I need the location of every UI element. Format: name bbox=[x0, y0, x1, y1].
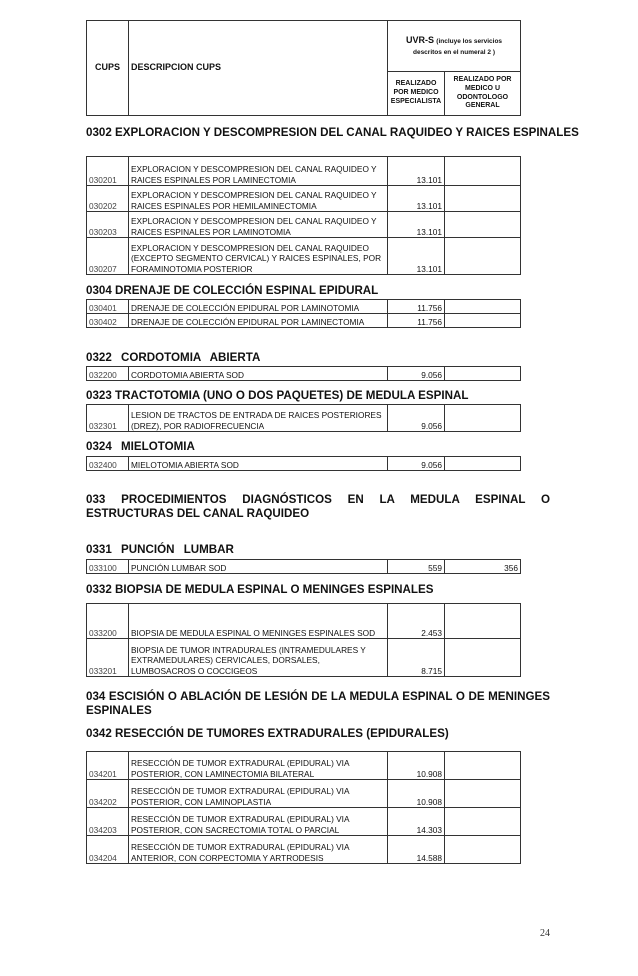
row-desc: EXPLORACION Y DESCOMPRESION DEL CANAL RAQUIDEO Y RAICES ESPINALES POR HEMILAMINECTOMIA bbox=[129, 186, 388, 212]
section-title-0332: 0332 BIOPSIA DE MEDULA ESPINAL O MENINGES ESPINALES bbox=[86, 583, 434, 596]
row-desc: BIOPSIA DE TUMOR INTRADURALES (INTRAMEDULARES Y EXTRAMEDULARES) CERVICALES, DORSALES, LUMBOSACROS O COCCIGEOS bbox=[129, 639, 388, 677]
header-table bbox=[86, 20, 521, 116]
row-desc: DRENAJE DE COLECCIÓN EPIDURAL POR LAMINOTOMIA bbox=[129, 300, 388, 314]
section-title-0323: 0323 TRACTOTOMIA (UNO O DOS PAQUETES) DE MEDULA ESPINAL bbox=[86, 389, 469, 402]
row-gen bbox=[445, 752, 521, 780]
row-code: 030202 bbox=[87, 186, 129, 212]
row-desc: PUNCIÓN LUMBAR SOD bbox=[129, 560, 388, 574]
uvr-note1: (incluye los servicios bbox=[436, 37, 503, 45]
uvr-label: UVR-S bbox=[405, 34, 434, 45]
table-row bbox=[87, 212, 521, 238]
row-desc: BIOPSIA DE MEDULA ESPINAL O MENINGES ESPINALES SOD bbox=[129, 604, 388, 639]
section-title-text: 0302 EXPLORACION Y DESCOMPRESION DEL CANAL RAQUIDEO Y RAICES ESPINALES bbox=[86, 126, 579, 139]
row-esp: 14.588 bbox=[388, 836, 445, 864]
row-code: 030207 bbox=[87, 238, 129, 275]
table-0342 bbox=[86, 751, 521, 864]
row-desc: LESION DE TRACTOS DE ENTRADA DE RAICES POSTERIORES (DREZ), POR RADIOFRECUENCIA bbox=[129, 405, 388, 432]
row-code: 030401 bbox=[87, 300, 129, 314]
table-0331 bbox=[86, 559, 521, 574]
row-esp: 13.101 bbox=[388, 212, 445, 238]
cups-header: CUPS bbox=[87, 21, 129, 116]
row-gen bbox=[445, 780, 521, 808]
uvr-header bbox=[388, 21, 521, 72]
row-desc: EXPLORACION Y DESCOMPRESION DEL CANAL RAQUIDEO Y RAICES ESPINALES POR LAMINOTOMIA bbox=[129, 212, 388, 238]
row-code: 030203 bbox=[87, 212, 129, 238]
row-desc: RESECCIÓN DE TUMOR EXTRADURAL (EPIDURAL) VIA ANTERIOR, CON CORPECTOMIA Y ARTRODESIS bbox=[129, 836, 388, 864]
page-number: 24 bbox=[540, 928, 550, 939]
row-gen bbox=[445, 367, 521, 381]
row-code: 034203 bbox=[87, 808, 129, 836]
row-gen bbox=[445, 808, 521, 836]
row-code: 032400 bbox=[87, 457, 129, 471]
row-gen bbox=[445, 639, 521, 677]
table-0304 bbox=[86, 299, 521, 328]
table-row bbox=[87, 367, 521, 381]
table-row bbox=[87, 457, 521, 471]
section-title-0304: 0304 DRENAJE DE COLECCIÓN ESPINAL EPIDURAL bbox=[86, 284, 379, 297]
row-desc: RESECCIÓN DE TUMOR EXTRADURAL (EPIDURAL) VIA POSTERIOR, CON LAMINOPLASTIA bbox=[129, 780, 388, 808]
section-title-0324: 0324 MIELOTOMIA bbox=[86, 440, 195, 453]
general-header: REALIZADO POR MEDICO U ODONTOLOGO GENERAL bbox=[445, 72, 521, 116]
row-gen bbox=[445, 314, 521, 328]
section-title-0302 bbox=[86, 126, 579, 140]
section-title-0342: 0342 RESECCIÓN DE TUMORES EXTRADURALES (EPIDURALES) bbox=[86, 727, 449, 740]
row-desc: RESECCIÓN DE TUMOR EXTRADURAL (EPIDURAL) VIA POSTERIOR, CON SACRECTOMIA TOTAL O PARCIAL bbox=[129, 808, 388, 836]
section-title-034: 034 ESCISIÓN O ABLACIÓN DE LESIÓN DE LA MEDULA ESPINAL O DE MENINGES ESPINALES bbox=[86, 690, 550, 718]
row-code: 033201 bbox=[87, 639, 129, 677]
table-0322 bbox=[86, 366, 521, 381]
row-esp: 559 bbox=[388, 560, 445, 574]
row-esp: 10.908 bbox=[388, 752, 445, 780]
descripcion-header: DESCRIPCION CUPS bbox=[129, 21, 388, 116]
table-row bbox=[87, 405, 521, 432]
row-code: 032301 bbox=[87, 405, 129, 432]
row-esp: 13.101 bbox=[388, 238, 445, 275]
row-esp: 11.756 bbox=[388, 314, 445, 328]
row-esp: 13.101 bbox=[388, 186, 445, 212]
table-row bbox=[87, 808, 521, 836]
uvr-note2: descritos en el numeral 2 ) bbox=[412, 49, 495, 57]
section-title-0331: 0331 PUNCIÓN LUMBAR bbox=[86, 543, 234, 556]
row-code: 034202 bbox=[87, 780, 129, 808]
table-row bbox=[87, 780, 521, 808]
row-desc: CORDOTOMIA ABIERTA SOD bbox=[129, 367, 388, 381]
row-gen bbox=[445, 186, 521, 212]
row-desc: RESECCIÓN DE TUMOR EXTRADURAL (EPIDURAL) VIA POSTERIOR, CON LAMINECTOMIA BILATERAL bbox=[129, 752, 388, 780]
section-title-033: 033 PROCEDIMIENTOS DIAGNÓSTICOS EN LA MEDULA ESPINAL O ESTRUCTURAS DEL CANAL RAQUIDEO bbox=[86, 493, 550, 521]
table-0332 bbox=[86, 603, 521, 677]
row-esp: 9.056 bbox=[388, 457, 445, 471]
row-esp: 13.101 bbox=[388, 157, 445, 186]
row-desc: DRENAJE DE COLECCIÓN EPIDURAL POR LAMINECTOMIA bbox=[129, 314, 388, 328]
row-desc: EXPLORACION Y DESCOMPRESION DEL CANAL RAQUIDEO Y RAICES ESPINALES POR LAMINECTOMIA bbox=[129, 157, 388, 186]
row-code: 034201 bbox=[87, 752, 129, 780]
row-gen bbox=[445, 604, 521, 639]
row-esp: 2.453 bbox=[388, 604, 445, 639]
row-code: 030201 bbox=[87, 157, 129, 186]
row-gen bbox=[445, 836, 521, 864]
row-code: 033100 bbox=[87, 560, 129, 574]
table-row bbox=[87, 300, 521, 314]
row-gen bbox=[445, 457, 521, 471]
table-row bbox=[87, 604, 521, 639]
table-0323 bbox=[86, 404, 521, 432]
row-code: 033200 bbox=[87, 604, 129, 639]
row-gen bbox=[445, 300, 521, 314]
row-desc: EXPLORACION Y DESCOMPRESION DEL CANAL RAQUIDEO (EXCEPTO SEGMENTO CERVICAL) Y RAICES ESPINALES, POR FORAMINOTOMIA POSTERIOR bbox=[129, 238, 388, 275]
table-row bbox=[87, 314, 521, 328]
row-esp: 10.908 bbox=[388, 780, 445, 808]
row-gen bbox=[445, 238, 521, 275]
table-row bbox=[87, 639, 521, 677]
table-0302 bbox=[86, 156, 521, 275]
table-row bbox=[87, 157, 521, 186]
row-esp: 11.756 bbox=[388, 300, 445, 314]
row-esp: 14.303 bbox=[388, 808, 445, 836]
row-code: 034204 bbox=[87, 836, 129, 864]
table-row bbox=[87, 186, 521, 212]
especialista-header: REALIZADO POR MEDICO ESPECIALISTA bbox=[388, 72, 445, 116]
row-code: 032200 bbox=[87, 367, 129, 381]
row-desc: MIELOTOMIA ABIERTA SOD bbox=[129, 457, 388, 471]
row-gen: 356 bbox=[445, 560, 521, 574]
row-gen bbox=[445, 405, 521, 432]
section-title-0322: 0322 CORDOTOMIA ABIERTA bbox=[86, 351, 261, 364]
table-row bbox=[87, 238, 521, 275]
table-row bbox=[87, 560, 521, 574]
row-gen bbox=[445, 212, 521, 238]
table-row bbox=[87, 752, 521, 780]
row-esp: 9.056 bbox=[388, 405, 445, 432]
table-0324 bbox=[86, 456, 521, 471]
row-code: 030402 bbox=[87, 314, 129, 328]
row-gen bbox=[445, 157, 521, 186]
row-esp: 9.056 bbox=[388, 367, 445, 381]
table-row bbox=[87, 836, 521, 864]
row-esp: 8.715 bbox=[388, 639, 445, 677]
